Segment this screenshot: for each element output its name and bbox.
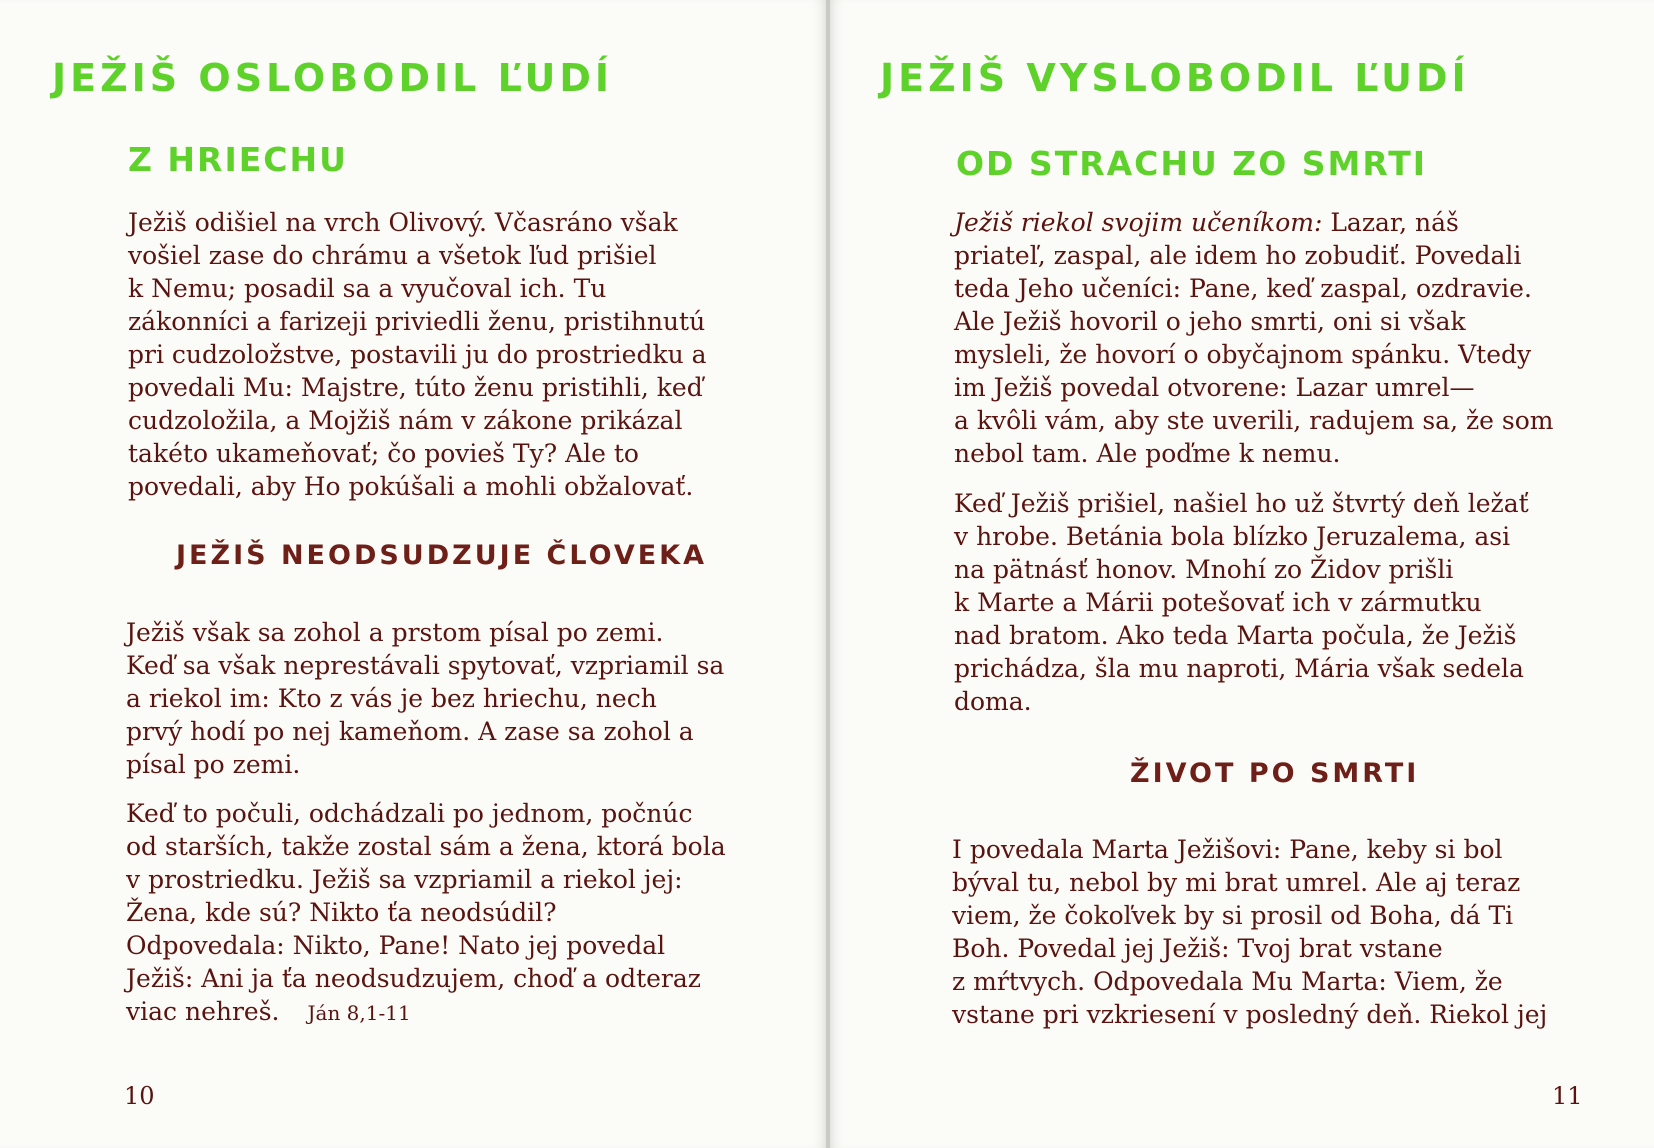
text-line: povedali, aby Ho pokúšali a mohli obžalovať. <box>128 472 694 501</box>
text-line: prichádza, šla mu naproti, Mária však sedela <box>954 654 1524 683</box>
text-line: vstane pri vzkriesení v posledný deň. Riekol jej <box>952 1000 1548 1029</box>
paragraph-1 <box>954 206 1553 470</box>
page-title: JEŽIŠ VYSLOBODIL ĽUDÍ <box>880 56 1470 100</box>
text-line: vošiel zase do chrámu a všetok ľud prišiel <box>128 241 657 270</box>
text-line: viem, že čokoľvek by si prosil od Boha, dá Ti <box>952 901 1514 930</box>
text-line: teda Jeho učeníci: Pane, keď zaspal, ozdravie. <box>954 274 1532 303</box>
text-line: k Nemu; posadil sa a vyučoval ich. Tu <box>128 274 607 303</box>
left-page <box>0 0 826 1148</box>
paragraph-3 <box>952 833 1547 1031</box>
text-line: Boh. Povedal jej Ježiš: Tvoj brat vstane <box>952 934 1443 963</box>
text-line: im Ježiš povedal otvorene: Lazar umrel— <box>954 373 1475 402</box>
text-line: takéto ukameňovať; čo povieš Ty? Ale to <box>128 439 639 468</box>
paragraph-1 <box>128 206 707 503</box>
text-line: Ježiš: Ani ja ťa neodsudzujem, choď a odteraz <box>126 964 701 993</box>
text-line: I povedala Marta Ježišovi: Pane, keby si bol <box>952 835 1503 864</box>
section-heading: JEŽIŠ NEODSUDZUJE ČLOVEKA <box>176 540 707 571</box>
text-line: Odpovedala: Nikto, Pane! Nato jej povedal <box>126 931 666 960</box>
section-heading: ŽIVOT PO SMRTI <box>1130 758 1420 789</box>
text-line: Ježiš odišiel na vrch Olivový. Včasráno však <box>128 208 678 237</box>
text-line: povedali Mu: Majstre, túto ženu pristihli, keď <box>128 373 703 402</box>
paragraph-2 <box>954 487 1529 718</box>
page-number: 10 <box>124 1082 155 1110</box>
text-line: v prostriedku. Ježiš sa vzpriamil a riekol jej: <box>126 865 683 894</box>
text-line: a riekol im: Kto z vás je bez hriechu, nech <box>126 684 657 713</box>
text-line-rest: Lazar, náš <box>1330 208 1459 237</box>
page-subtitle: OD STRACHU ZO SMRTI <box>956 144 1428 183</box>
text-line: Ježiš však sa zohol a prstom písal po zemi. <box>126 618 664 647</box>
text-line: Ale Ježiš hovoril o jeho smrti, oni si však <box>954 307 1466 336</box>
text-line: cudzoložila, a Mojžiš nám v zákone prikázal <box>128 406 683 435</box>
text-line: zákonníci a farizeji priviedli ženu, pristihnutú <box>128 307 706 336</box>
text-line: Keď to počuli, odchádzali po jednom, počnúc <box>126 799 693 828</box>
text-line: v hrobe. Betánia bola blízko Jeruzalema, asi <box>954 522 1511 551</box>
text-line: k Marte a Márii potešovať ich v zármutku <box>954 588 1482 617</box>
text-line: nad bratom. Ako teda Marta počula, že Ježiš <box>954 621 1517 650</box>
page-title: JEŽIŠ OSLOBODIL ĽUDÍ <box>52 56 614 100</box>
page-number: 11 <box>1552 1082 1583 1110</box>
text-line: mysleli, že hovorí o obyčajnom spánku. Vtedy <box>954 340 1532 369</box>
text-line: priateľ, zaspal, ale idem ho zobudiť. Povedali <box>954 241 1522 270</box>
text-line: písal po zemi. <box>126 750 301 779</box>
text-line: doma. <box>954 687 1032 716</box>
paragraph-3 <box>126 797 726 1030</box>
text-line <box>954 206 1553 239</box>
right-page <box>830 0 1654 1148</box>
text-line: od starších, takže zostal sám a žena, ktorá bola <box>126 832 726 861</box>
text-line: Žena, kde sú? Nikto ťa neodsúdil? <box>126 898 557 927</box>
text-line: prvý hodí po nej kameňom. A zase sa zohol a <box>126 717 694 746</box>
text-line: na pätnásť honov. Mnohí zo Židov prišli <box>954 555 1454 584</box>
text-line: pri cudzoložstve, postavili ju do prostriedku a <box>128 340 707 369</box>
text-line: z mŕtvych. Odpovedala Mu Marta: Viem, že <box>952 967 1503 996</box>
text-line: nebol tam. Ale poďme k nemu. <box>954 439 1341 468</box>
text-line: Keď sa však neprestávali spytovať, vzpriamil sa <box>126 651 725 680</box>
text-line: Keď Ježiš prišiel, našiel ho už štvrtý deň ležať <box>954 489 1529 518</box>
page-subtitle: Z HRIECHU <box>128 140 348 179</box>
italic-lead: Ježiš riekol svojim učeníkom: <box>954 208 1323 237</box>
text-line: býval tu, nebol by mi brat umrel. Ale aj teraz <box>952 868 1521 897</box>
text-line-end: viac nehreš. <box>126 997 280 1026</box>
text-line: a kvôli vám, aby ste uverili, radujem sa, že som <box>954 406 1554 435</box>
bible-reference: Ján 8,1-11 <box>307 1001 411 1025</box>
paragraph-2 <box>126 616 724 781</box>
text-line <box>126 995 726 1030</box>
